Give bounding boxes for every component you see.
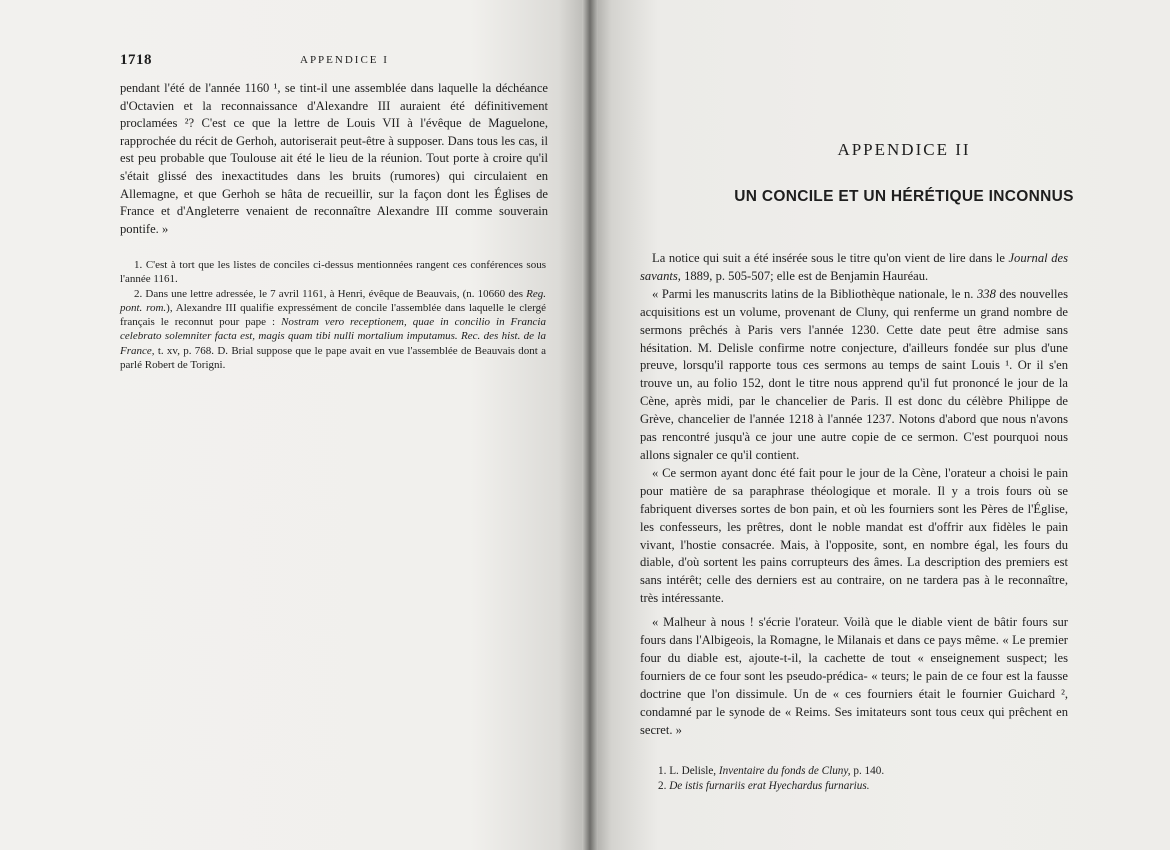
footnote-1-italic-title: Inventaire du fonds de Cluny, (718, 765, 851, 777)
manuscript-number: 338 (976, 286, 996, 301)
running-head (120, 52, 548, 72)
footnote-1-text-a: 1. L. Delisle, (658, 765, 719, 777)
footnote-2-text-b: ), Alexandre III qualifie expressément de concile l'assemblée dans laquelle le clergé français le reconnut pour pape : (120, 301, 546, 329)
right-body-text (640, 250, 1068, 739)
footnote-2-text-c: t. xv, p. 768. D. Brial suppose que le pape avait en vue l'assemblée de Beauvais dont a parlé Robert de Torigni. (120, 344, 546, 372)
footnote-1: 1. C'est à tort que les listes de conciles ci-dessus mentionnées rangent ces conférences sous l'année 1161. (120, 259, 546, 286)
manuscript-text-b: des nouvelles acquisitions est un volume, provenant de Cluny, qui renferme un grand nombre de sermons prêchés à Paris vers l'année 1230. Cette date peut être admise sans hésitation. M. Delisle confirme notre conjecture, d'ailleurs fondée sur plus d'une preuve, lorsqu'il rapporte tous ces sermons au temps de saint Louis ¹. Or il s'en trouve un, au folio 152, dont le titre nous apprend qu'il fut prononcé le jour de la Cène, après midi, par le chancelier de Paris. Il est donc du célèbre Philippe de Grève, chancelier de l'année 1218 à l'année 1237. Notons d'abord que nous n'avons pas rencontré jusqu'à ce jour une autre copie de ce sermon. C'est pourquoi nous allons signaler ce qu'il contient. (640, 286, 1068, 462)
footnote-2-number: 2. (658, 779, 670, 792)
left-paragraph: pendant l'été de l'année 1160 ¹, se tint-il une assemblée dans laquelle la déchéance d'Octavien et la reconnaissance d'Alexandre III auraient été définitivement proclamées ²? C'est ce que la lettre de Louis VII à l'évêque de Maguelone, rapprochée du récit de Gerhoh, autoriserait peut-être à supposer. Dans tous les cas, il est peu probable que Toulouse ait été le lieu de la réunion. Tout porte à croire qu'il s'était glissé des inexactitudes dans les bruits (rumores) qui circulaient en Allemagne, et que Gerhoh se hâta de recueillir, sur la façon dont les Églises de France et d'Angleterre venaient de reconnaître Alexandre III comme souverain pontife. » (120, 81, 548, 236)
footnote-2-latin-quote: Nostram vero receptionem, quae in concilio in Francia celebrato solemniter facta est, magis quam tibi nulli mortalium imputamus. Rec. des hist. de la France, (120, 316, 546, 357)
footnote-2-latin: De istis furnariis erat Hyechardus furnarius. (669, 779, 870, 792)
footnote-2-text-a: 2. Dans une lettre adressée, le 7 avril 1161, à Henri, évêque de Beauvais, (n. 10660 des (134, 287, 527, 300)
paragraph-orator: « Malheur à nous ! s'écrie l'orateur. Voilà que le diable vient de bâtir fours sur fours dans l'Albigeois, la Romagne, le Milanais et dans ce pays même. « Le premier four du diable est, ajoute-t-il, la cachette de tout « enseignement suspect; les fourniers de ce four sont les pseudo-prédica- « teurs; le pain de ce four est la fausse doctrine que l'on dissimule. Un de « ces fourniers était le fournier Guichard ², condamné par le synode de « Reims. Ses imitateurs sont tous ceux qui prêchent en secret. » (640, 615, 1068, 737)
footnote-2-italic-ref: Reg. pont. rom. (120, 287, 546, 314)
paragraph-intro (640, 250, 1068, 286)
appendix-label: APPENDICE II (837, 140, 971, 159)
right-footnotes (658, 764, 1058, 793)
paragraph-manuscript (640, 286, 1068, 465)
footnote-2 (658, 779, 1058, 794)
right-page (588, 0, 1170, 850)
book-gutter (582, 0, 598, 850)
page-number: 1718 (120, 52, 152, 68)
intro-text-b: 1889, p. 505-507; elle est de Benjamin Hauréau. (680, 268, 929, 283)
footnote-1 (658, 764, 1058, 779)
intro-text-a: La notice qui suit a été insérée sous le titre qu'on vient de lire dans le (652, 251, 1009, 265)
manuscript-text-a: « Parmi les manuscrits latins de la Bibliothèque nationale, le n. (652, 286, 977, 301)
journal-title: Journal des savants, (640, 251, 1068, 283)
paragraph-sermon: « Ce sermon ayant donc été fait pour le jour de la Cène, l'orateur a choisi le pain pour matière de sa paraphrase théologique et morale. Il y a trois fours où se fabriquent diverses sortes de bon pain, et où les fourniers sont les Pères de l'Église, les confesseurs, les prêtres, dont le noble mandat est d'offrir aux fidèles le pain vivant, l'hostie consacrée. Mais, à l'opposite, sont, en nombre égal, les fours du diable, d'où sortent les pains corrupteurs des âmes. La description des premiers est sans intérêt; celle des derniers est au contraire, on ne tardera pas à le reconnaître, très intéressante. (640, 465, 1068, 606)
left-footnotes (120, 258, 546, 372)
left-body-text (120, 80, 548, 238)
chapter-title: UN CONCILE ET UN HÉRÉTIQUE INCONNUS (734, 188, 1074, 205)
footnote-1-text-b: p. 140. (850, 765, 885, 777)
footnote-2 (120, 287, 546, 373)
running-head-title: APPENDICE I (300, 54, 389, 66)
